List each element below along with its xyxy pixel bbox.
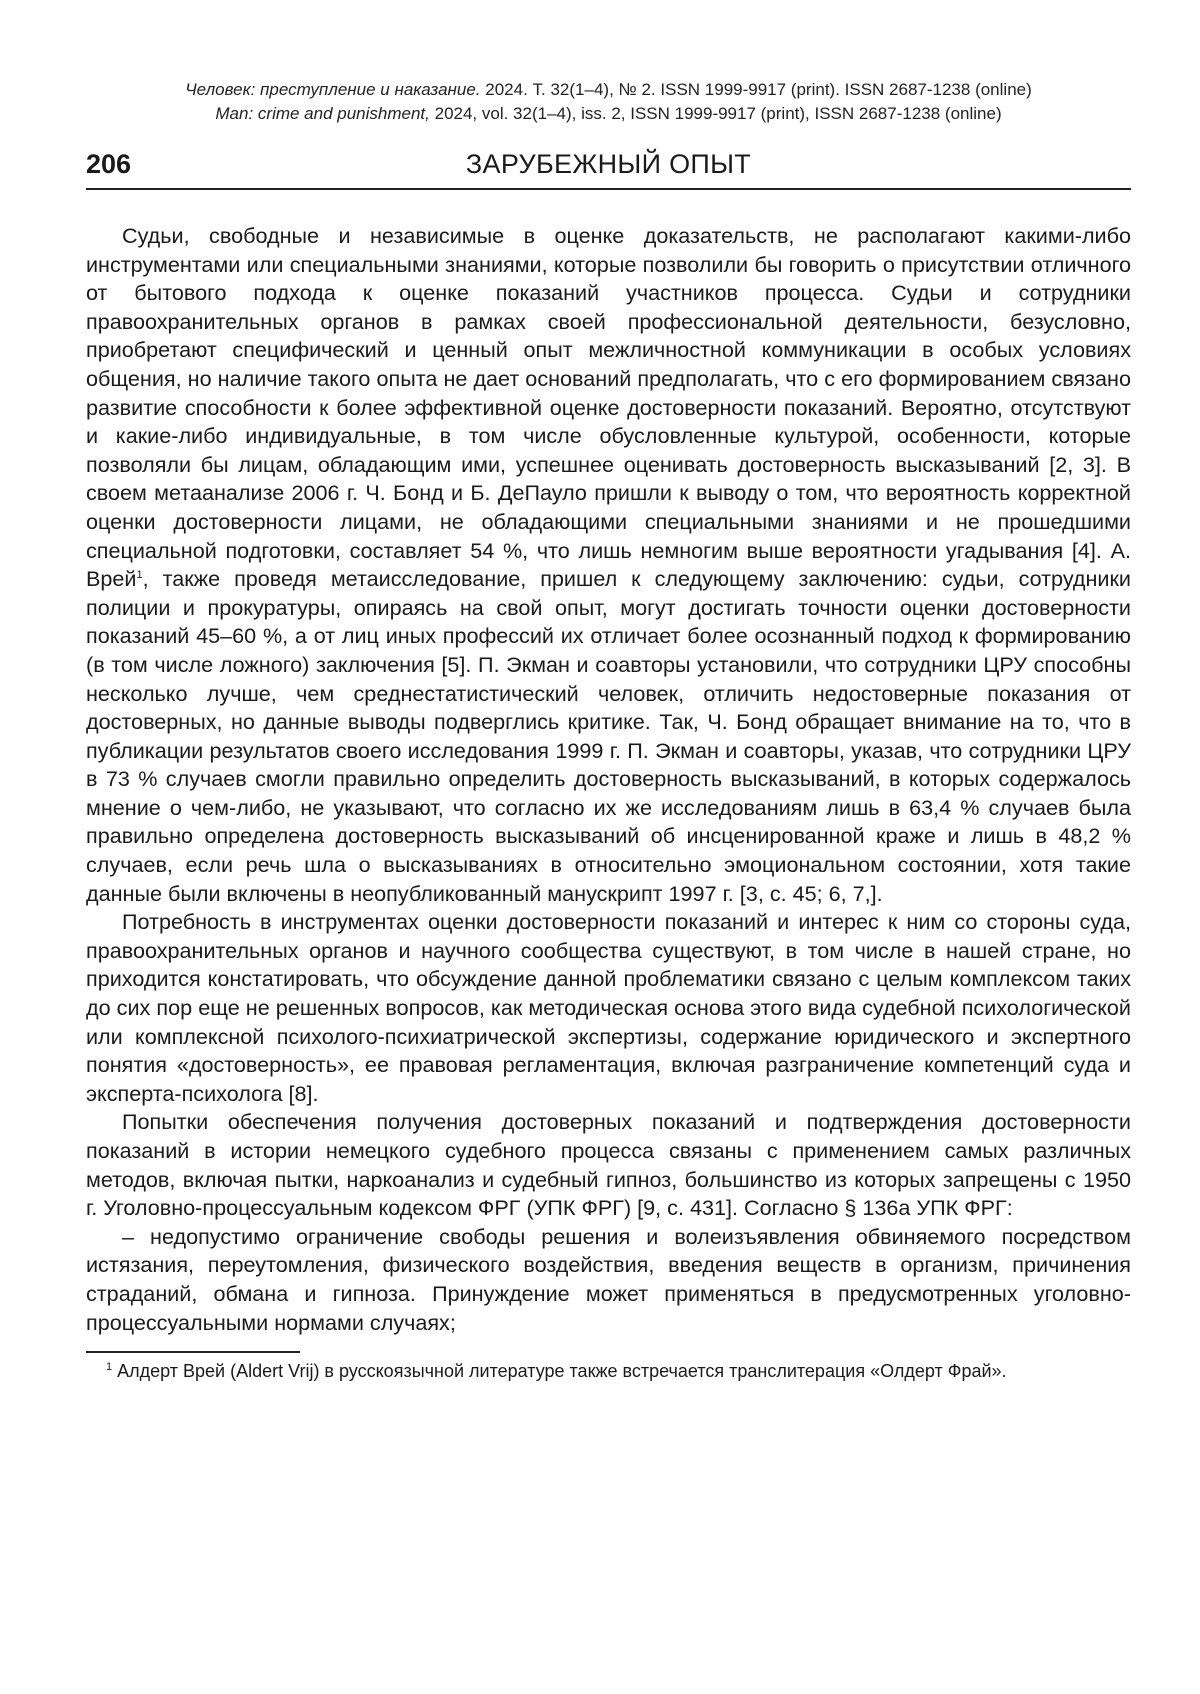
journal-title-en: Man: crime and punishment,	[215, 104, 430, 123]
header-rule	[86, 188, 1131, 190]
running-head-line-ru	[86, 78, 1131, 102]
footnote-rule	[86, 1351, 300, 1353]
paragraph-3: Попытки обеспечения получения достоверных показаний и подтверждения достоверности показаний в истории немецкого судебного процесса связаны с применением самых различных методов, включая пытки, наркоанализ и судебный гипноз, большинство из которых запрещены с 1950 г. Уголовно-процессуальным кодексом ФРГ (УПК ФРГ) [9, с. 431]. Согласно § 136а УПК ФРГ:	[86, 1109, 1131, 1221]
paragraph-1-part-1: Судьи, свободные и независимые в оценке доказательств, не располагают какими-либо инструментами или специальными знаниями, которые позволили бы говорить о присутствии отличного от бытового подхода к оценке показаний участников процесса. Судьи и сотрудники правоохранительных органов в рамках своей профессиональной деятельности, безусловно, приобретают специфический и ценный опыт межличностной коммуникации в особых условиях общения, но наличие такого опыта не дает оснований предполагать, что с его формированием связано развитие способности к более эффективной оценке достоверности показаний. Вероятно, отсутствуют и какие-либо индивидуальные, в том числе обусловленные культурой, особенности, которые позволяли бы лицам, обладающим ими, успешнее оценивать достоверность высказываний [2, 3]. В своем метаанализе 2006 г. Ч. Бонд и Б. ДеПауло пришли к выводу о том, что вероятность корректной оценки достоверности лицами, не обладающими специальными знаниями и не прошедшими специальной подготовки, составляет 54 %, что лишь немногим выше вероятности угадывания [4]. А. Врей	[86, 223, 1131, 592]
footnote	[86, 1359, 1131, 1384]
paragraph-1-part-2: , также проведя метаисследование, пришел к следующему заключению: судьи, сотрудники полиции и прокуратуры, опираясь на свой опыт, могут достигать точности оценки достоверности показаний 45–60 %, а от лиц иных профессий их отличает более осознанный подход к формированию (в том числе ложного) заключения [5]. П. Экман и соавторы установили, что сотрудники ЦРУ способны несколько лучше, чем среднестатистический человек, отличить недостоверные показания от достоверных, но данные выводы подверглись критике. Так, Ч. Бонд обращает внимание на то, что в публикации результатов своего исследования 1999 г. П. Экман и соавторы, указав, что сотрудники ЦРУ в 73 % случаев смогли правильно определить достоверность высказываний, в которых содержалось мнение о чем-либо, не указывают, что согласно их же исследованиям лишь в 63,4 % случаев была правильно определена достоверность высказываний об инсценированной краже и лишь в 48,2 % случаев, если речь шла о высказываниях в относительно эмоциональном состоянии, хотя такие данные были включены в неопубликованный манускрипт 1997 г. [3, с. 45; 6, 7,].	[86, 566, 1131, 906]
journal-info-ru: 2024. Т. 32(1–4), № 2. ISSN 1999-9917 (print). ISSN 2687-1238 (online)	[480, 80, 1032, 99]
paragraph-2: Потребность в инструментах оценки достоверности показаний и интерес к ним со стороны суда, правоохранительных органов и научного сообщества существуют, в том числе в нашей стране, но приходится констатировать, что обсуждение данной проблематики связано с целым комплексом таких до сих пор еще не решенных вопросов, как методическая основа этого вида судебной психологической или комплексной психолого-психиатрической экспертизы, содержание юридического и экспертного понятия «достоверность», ее правовая регламентация, включая разграничение компетенций суда и эксперта-психолога [8].	[86, 909, 1131, 1106]
section-header	[86, 144, 1131, 184]
journal-title-ru: Человек: преступление и наказание.	[185, 80, 481, 99]
page-number: 206	[86, 149, 132, 179]
paragraph-1	[86, 222, 1131, 908]
article-body	[86, 222, 1131, 1337]
footnote-text: Алдерт Врей (Aldert Vrij) в русскоязычной литературе также встречается транслитерация «Олдерт Фрай».	[112, 1361, 1007, 1382]
section-title: ЗАРУБЕЖНЫЙ ОПЫТ	[465, 149, 752, 179]
paragraph-4-list-item: – недопустимо ограничение свободы решения и волеизъявления обвиняемого посредством истязания, переутомления, физического воздействия, введения веществ в организм, причинения страданий, обмана и гипноза. Принуждение может применяться в предусмотренных уголовно-процессуальными нормами случаях;	[86, 1223, 1131, 1335]
running-head	[86, 78, 1131, 126]
running-head-line-en	[86, 102, 1131, 126]
page	[86, 78, 1131, 1384]
footnote-reference[interactable]: 1	[136, 568, 143, 581]
journal-info-en: 2024, vol. 32(1–4), iss. 2, ISSN 1999-9917 (print), ISSN 2687-1238 (online)	[429, 104, 1002, 123]
footnote-mark: 1	[106, 1361, 113, 1374]
